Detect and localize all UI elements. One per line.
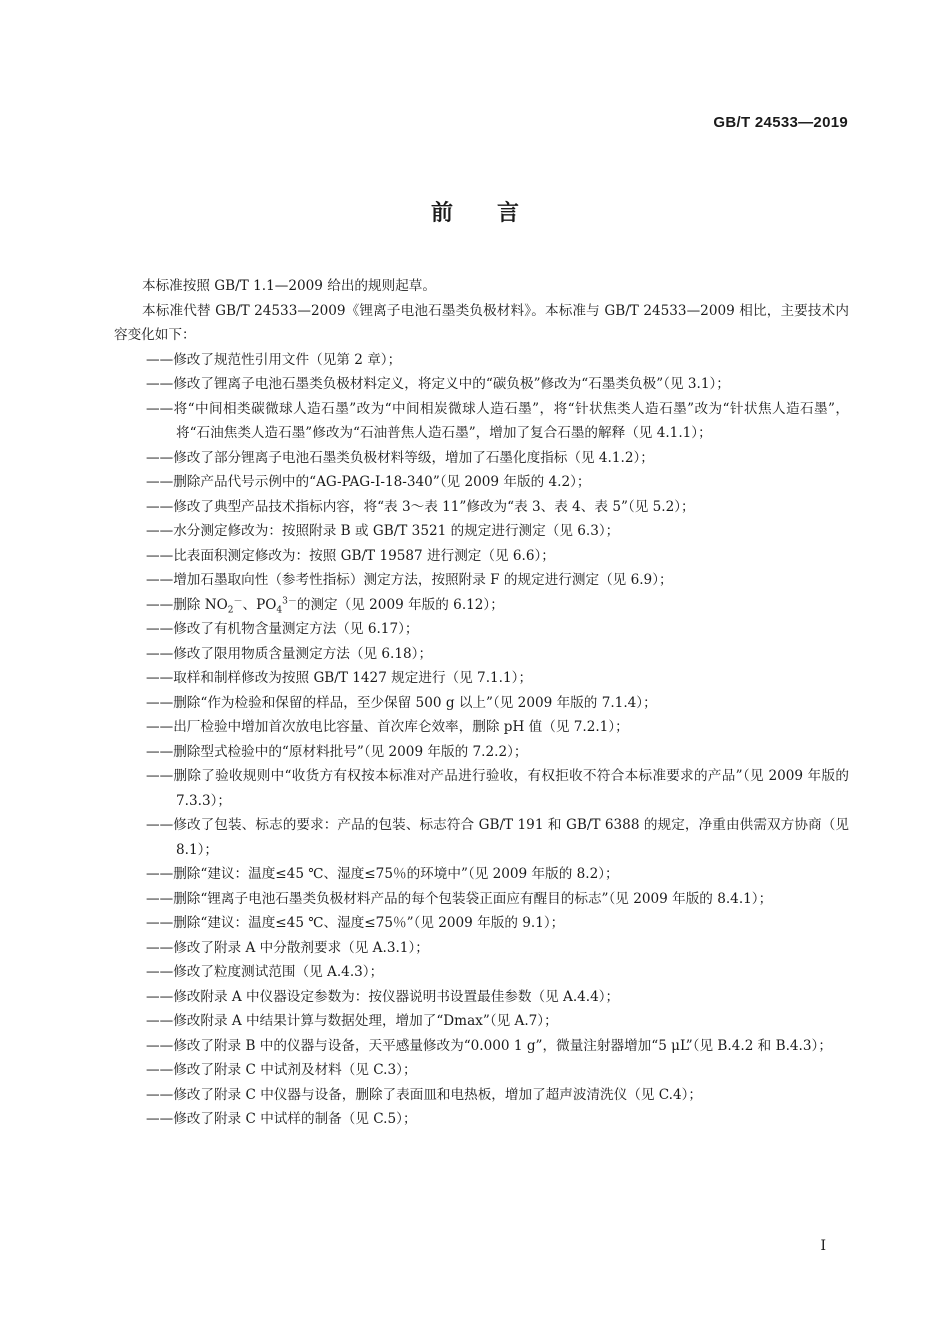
subscript: 4 bbox=[276, 605, 283, 616]
list-item: ——修改附录 A 中结果计算与数据处理，增加了“Dmax”（见 A.7）； bbox=[146, 1013, 558, 1029]
list-item: ——修改了规范性引用文件（见第 2 章）； bbox=[146, 351, 402, 368]
list-item: ——增加石墨取向性（参考性指标）测定方法，按照附录 F 的规定进行测定（见 6.9）； bbox=[146, 572, 673, 588]
list-item-prefix: ——删除 NO bbox=[146, 596, 228, 613]
list-item: ——删除“建议：温度≤45 ℃、湿度≤75％的环境中”（见 2009 年版的 8.2）； bbox=[146, 866, 619, 882]
intro-paragraph: 本标准代替 GB/T 24533—2009《锂离子电池石墨类负极材料》。本标准与 GB/T 24533—2009 相比，主要技术内容变化如下： bbox=[114, 302, 849, 343]
list-item: ——将“中间相类碳微球人造石墨”改为“中间相炭微球人造石墨”，将“针状焦类人造石墨”改为“针状焦人造石墨”，将“石油焦类人造石墨”修改为“石油普焦人造石墨”，增加了复合石墨的解释（见 4.1.1）； bbox=[146, 400, 849, 441]
list-item-suffix: 的测定（见 2009 年版的 6.12）； bbox=[296, 596, 504, 613]
list-item: ——删除产品代号示例中的“AG-PAG-Ⅰ-18-340”（见 2009 年版的 4.2）； bbox=[146, 474, 591, 490]
list-item: ——修改了附录 C 中仪器与设备，删除了表面皿和电热板，增加了超声波清洗仪（见 C.4）； bbox=[146, 1086, 703, 1103]
document-body bbox=[114, 274, 849, 1132]
list-item: ——修改了附录 B 中的仪器与设备，天平感量修改为“0.000 1 g”，微量注射器增加“5 μL”（见 B.4.2 和 B.4.3）； bbox=[146, 1037, 832, 1054]
list-item: ——修改了限用物质含量测定方法（见 6.18）； bbox=[146, 645, 433, 662]
subscript: 2 bbox=[227, 605, 234, 616]
list-item: ——出厂检验中增加首次放电比容量、首次库仑效率，删除 pH 值（见 7.2.1）； bbox=[146, 719, 629, 735]
list-item: ——取样和制样修改为按照 GB/T 1427 规定进行（见 7.1.1）； bbox=[146, 670, 533, 686]
list-item: ——删除“建议：温度≤45 ℃、湿度≤75％”（见 2009 年版的 9.1）； bbox=[146, 915, 565, 931]
list-item-mid: 、PO bbox=[242, 596, 277, 613]
title-char-2: 言 bbox=[497, 201, 520, 226]
list-item: ——修改了附录 A 中分散剂要求（见 A.3.1）； bbox=[146, 939, 429, 956]
page-number: Ⅰ bbox=[820, 1238, 826, 1254]
list-item: ——修改了附录 C 中试剂及材料（见 C.3）； bbox=[146, 1062, 417, 1078]
superscript: 3－ bbox=[282, 595, 297, 606]
page-title bbox=[0, 196, 950, 227]
list-item: ——修改了有机物含量测定方法（见 6.17）； bbox=[146, 621, 419, 637]
intro-paragraph: 本标准按照 GB/T 1.1—2009 给出的规则起草。 bbox=[142, 278, 436, 294]
list-item bbox=[114, 593, 849, 618]
list-item: ——修改了典型产品技术指标内容，将“表 3～表 11”修改为“表 3、表 4、表 5”（见 5.2）； bbox=[146, 498, 695, 515]
list-item: ——修改了包装、标志的要求：产品的包装、标志符合 GB/T 191 和 GB/T 6388 的规定，净重由供需双方协商（见 8.1）； bbox=[146, 817, 849, 858]
list-item: ——删除了验收规则中“收货方有权按本标准对产品进行验收，有权拒收不符合本标准要求的产品”（见 2009 年版的 7.3.3）； bbox=[146, 768, 849, 809]
list-item: ——修改了部分锂离子电池石墨类负极材料等级，增加了石墨化度指标（见 4.1.2）； bbox=[146, 449, 654, 466]
list-item: ——比表面积测定修改为：按照 GB/T 19587 进行测定（见 6.6）； bbox=[146, 547, 555, 564]
title-char-1: 前 bbox=[430, 201, 453, 226]
list-item: ——修改了粒度测试范围（见 A.4.3）； bbox=[146, 964, 384, 980]
list-item: ——删除“作为检验和保留的样品，至少保留 500 g 以上”（见 2009 年版的 7.1.4）； bbox=[146, 694, 657, 711]
superscript: － bbox=[233, 595, 243, 606]
list-item: ——水分测定修改为：按照附录 B 或 GB/T 3521 的规定进行测定（见 6.3）； bbox=[146, 523, 620, 539]
list-item: ——删除“锂离子电池石墨类负极材料产品的每个包装袋正面应有醒目的标志”（见 2009 年版的 8.4.1）； bbox=[146, 890, 773, 907]
standard-code: GB/T 24533—2019 bbox=[713, 114, 848, 131]
list-item: ——删除型式检验中的“原材料批号”（见 2009 年版的 7.2.2）； bbox=[146, 743, 528, 760]
list-item: ——修改附录 A 中仪器设定参数为：按仪器说明书设置最佳参数（见 A.4.4）； bbox=[146, 988, 620, 1005]
list-item: ——修改了附录 C 中试样的制备（见 C.5）； bbox=[146, 1111, 417, 1127]
list-item: ——修改了锂离子电池石墨类负极材料定义，将定义中的“碳负极”修改为“石墨类负极”（见 3.1）； bbox=[146, 376, 730, 392]
